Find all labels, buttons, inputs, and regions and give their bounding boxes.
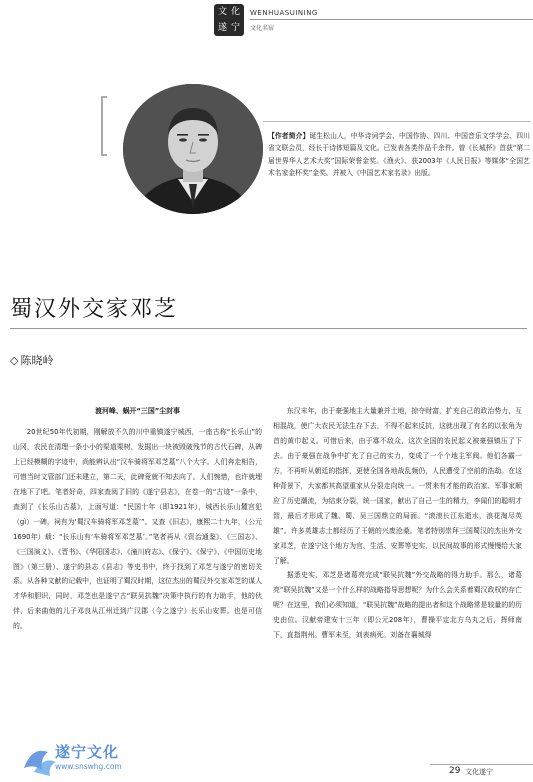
logo-char: 化 bbox=[230, 6, 240, 17]
article-title: 蜀汉外交家邓芝 bbox=[10, 297, 179, 322]
diamond-icon: ◇ bbox=[10, 354, 19, 367]
title-divider bbox=[10, 328, 527, 329]
magazine-logo bbox=[214, 4, 244, 36]
paragraph: 据悉史实，邓芝是诸葛亮完成“联吴抗魏”外交战略的得力助手。那么，诸葛亮“联吴抗魏”又是一个什么样的战略指导思想呢？为什么会关系着蜀汉政权的存亡呢？在这里，我们必须知道，“联吴抗魏”战略的提出者和这个战略常是较量的的历史由位。汉献帝建安十三年（即公元208年），曹操平定北方乌丸之后，挥师南下，直指荆州。曹军未至，刘表病死。刘备在襄城得 bbox=[273, 571, 522, 640]
header-divider bbox=[250, 19, 533, 20]
paragraph: 东汉末年，由于豪强地主大量兼并土地，掠夺财富，扩充自己的政治势力，互相混战，使广大农民无法生存下去，不得不起来反抗，这就出现了有名的以张角为首的黄巾起义。可惜后来，由于寡不敌众，这次全国的农民起义被豪强镇压了下去。由于豪强在战争中扩充了自己的实力，变成了一个个地主军阀。他们各霸一方，不再听从朝廷的指挥，更使全国各地战乱频仍，人民遭受了空前的浩劫。在这种背景下，大家都其高望重家从分裂走向统一。一贯来有才能的政治家、军事家顺应了历史潮流，为结束分裂，统一国家，献出了自己一生的精力，李闻们的聪明才智，最后才形成了魏、蜀、吴三国鼎立的局面。“滚滚长江东逝水，浪花淘尽英雄”。许多英雄志士都经历了王朝的兴废沧桑。笔者特别崇拜三国蜀汉的杰出外交家邓芝，在遂宁这个地方为官、生活、安葬等史实，以民间故事的形式慢慢给大家了解。 bbox=[273, 407, 522, 565]
author-name: 陈晓岭 bbox=[20, 354, 54, 367]
watermark-url: www.snswhg.com bbox=[55, 762, 122, 771]
subheading: 渡河峰、蜗开“三国”尘封事 bbox=[95, 407, 180, 415]
bracket-decoration-side bbox=[101, 96, 103, 156]
bio-divider bbox=[263, 121, 531, 122]
bio-text: 诞生松山人，中华诗词学会、中国作协、四川、中国音乐文学学会、四川省文联会员，经长于诗体短篇及文化。已发表各类作品千余件。曾《长城杯》首获“第二届世界华人艺术大奖”国际荣誉金奖。《渔火》、获2003年《人民日报》等媒体“全国艺术名家金杯奖”金奖。并被入《中国艺术家名录》出版。 bbox=[268, 132, 531, 178]
author-photo bbox=[123, 84, 263, 214]
author-bio bbox=[268, 130, 530, 180]
footer-divider bbox=[430, 764, 533, 765]
logo-char: 文 bbox=[217, 6, 227, 17]
logo-char: 遂 bbox=[217, 22, 227, 33]
watermark-text: 遂宁文化 bbox=[55, 743, 120, 761]
footer-label: 文化遂宁 bbox=[465, 768, 493, 776]
section-label: 文化名宿 bbox=[250, 25, 275, 32]
portrait-image bbox=[123, 84, 263, 214]
left-column bbox=[13, 404, 262, 634]
magazine-subtitle: WENHUASUINING bbox=[250, 9, 318, 17]
paragraph: 20世纪50年代初期，刚解放不久的川中重镇遂宁城西，一座古称“长乐山”的山冈，农民在清理一条小小的渠道栗树，发掘出一块被毁破残节的古代石碑，从碑上已经模糊的字迹中，尚能辨认出“汉车骑将军邓芝墓”八个大字。人们奔走相告，可惜当时文管部门还未建立，第二天，此碑竟就不知去向了。人们惋惜，也许就埋在地下了吧。笔者好奇，四家查阅了旧的《遂宁县志》，在卷一的“古迹”一条中，查到了《长乐山古墓》，上面写道：“民国十年（即1921年），城西长乐山麓宫犯（gì）一碑，祠有为‘蜀汉车骑将军邓芝墓’”。又查《旧志》，康熙二十九年，（公元1690年）载：“长乐山有‘车骑将军邓芝墓’。”笔者再从《资治通鉴》、《三国志》、《三国演义》、《晋书》、《华阳国志》、《潼川府志》、《保宁》、《保宁》、《中国历史地图》（第三册）、遂宁的县志《县志》等史书中，终于找到了邓芝与遂宁的密切关系。从各种文献的记载中，也证明了蜀汉时期，这位杰出的蜀汉外交家邓芝的谋人才华和胆识，同时，邓芝也是遂宁古“联吴抗魏”决策中执行的有力助手，他的伙伴，后来曲他的儿子邓良从江州迁到广汉郡（今之遂宁）长乐山安葬。也是可信的。 bbox=[13, 427, 262, 631]
byline bbox=[10, 352, 53, 368]
right-column bbox=[273, 404, 522, 643]
bracket-decoration-bottom bbox=[101, 154, 107, 156]
bio-label: 【作者简介】 bbox=[268, 132, 310, 140]
logo-char: 宁 bbox=[230, 22, 240, 33]
page-number: 29 bbox=[449, 766, 461, 776]
